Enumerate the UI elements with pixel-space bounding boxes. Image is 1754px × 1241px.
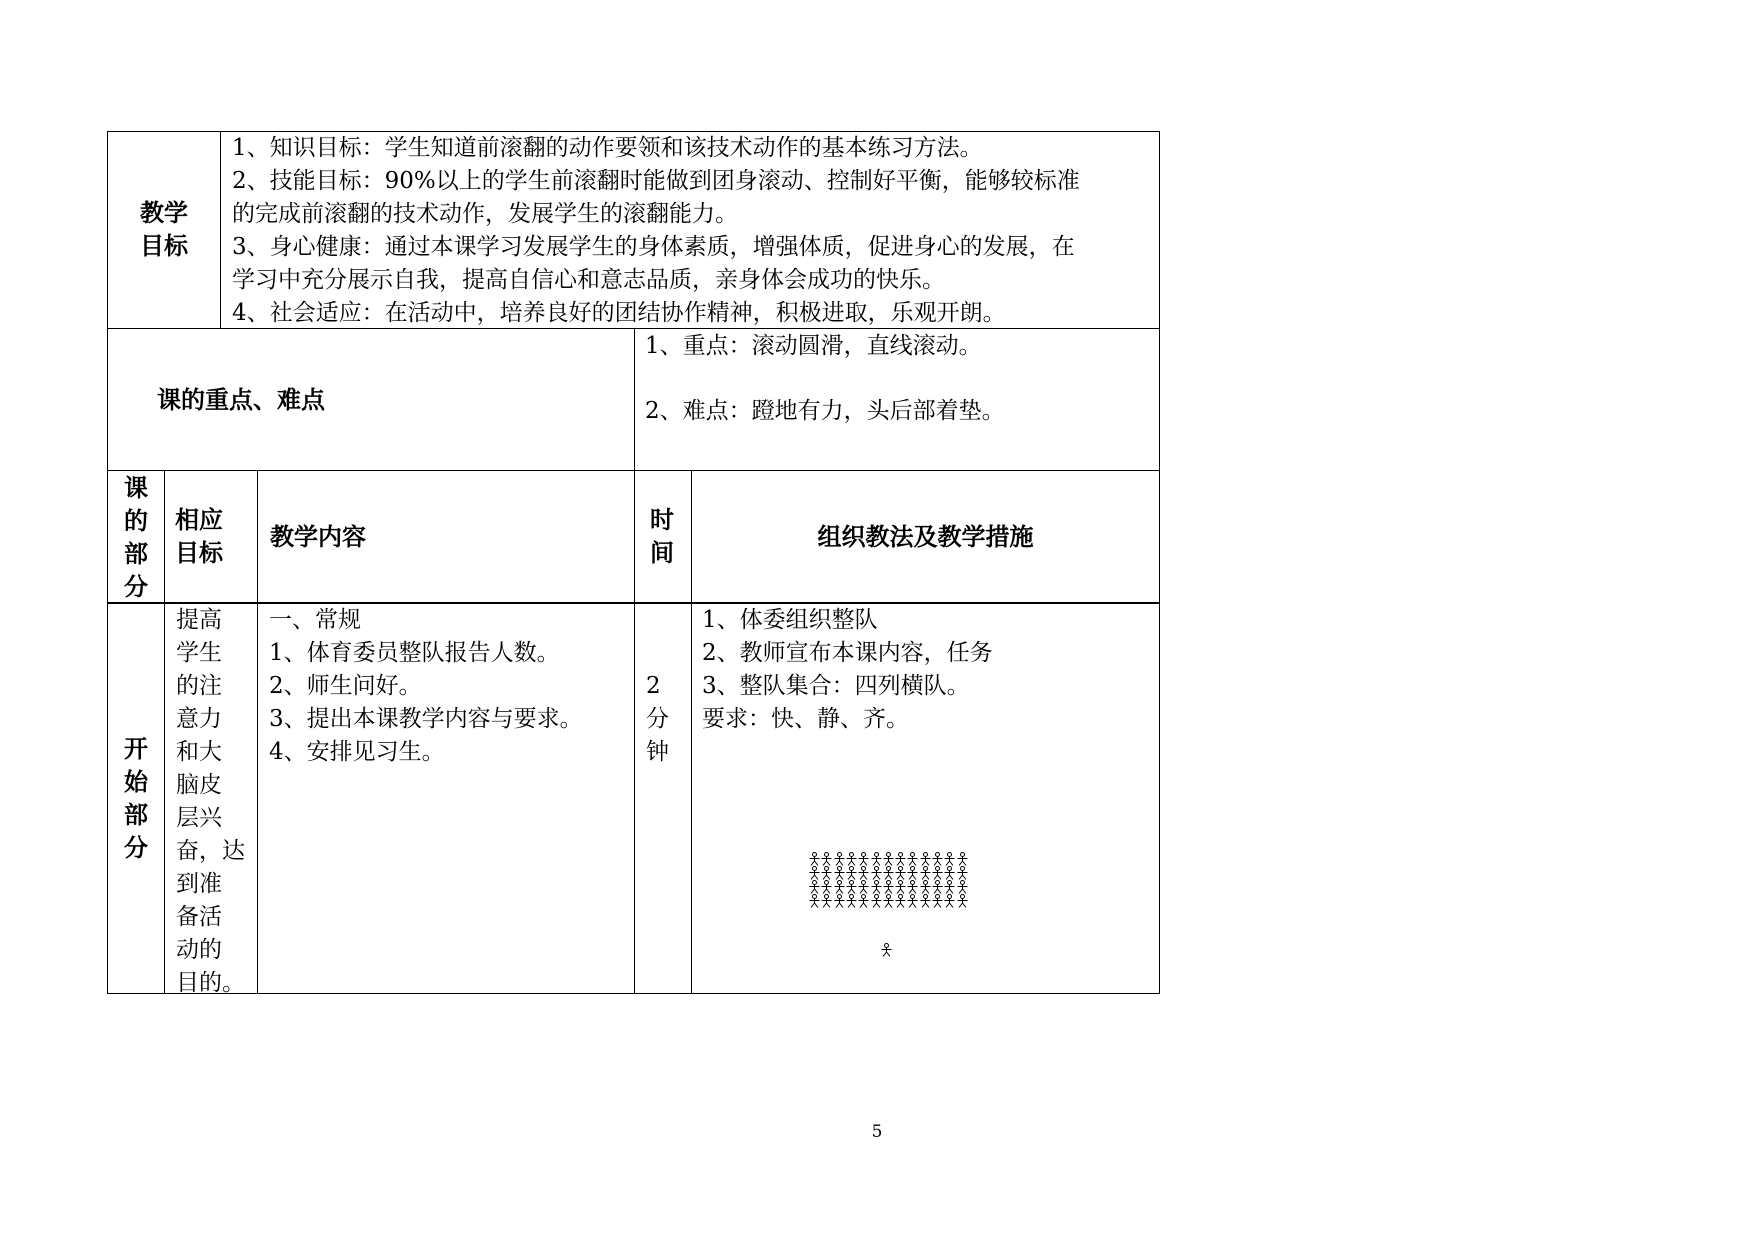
opening-method (702, 604, 993, 736)
student-figure-icon (906, 852, 919, 866)
student-figure-icon (931, 852, 944, 866)
opening-target (176, 604, 245, 1000)
objective-line: 1、知识目标：学生知道前滚翻的动作要领和该技术动作的基本练习方法。 (232, 135, 983, 161)
student-figure-icon (894, 880, 907, 894)
objective-line: 3、身心健康：通过本课学习发展学生的身体素质，增强体质，促进身心的发展，在 (232, 234, 1075, 260)
student-figure-icon (894, 866, 907, 880)
objective-line: 的完成前滚翻的技术动作，发展学生的滚翻能力。 (232, 201, 738, 227)
opening-target-line: 学生 (176, 640, 222, 666)
header-time-char: 间 (650, 539, 674, 567)
opening-part-char: 开 (124, 735, 148, 763)
student-figure-icon (956, 894, 969, 908)
opening-target-line: 奋，达 (176, 838, 245, 864)
student-figure-icon (931, 894, 944, 908)
student-figure-icon (808, 866, 821, 880)
teacher-figure-icon (880, 943, 893, 957)
student-figure-icon (857, 880, 870, 894)
student-figure-icon (857, 894, 870, 908)
student-figure-icon (956, 866, 969, 880)
objectives-label-line: 目标 (140, 232, 188, 260)
opening-time-line: 分 (646, 706, 669, 732)
student-figure-icon (882, 894, 895, 908)
col-divider-objectives (220, 131, 221, 328)
student-figure-icon (943, 866, 956, 880)
student-figure-icon (943, 880, 956, 894)
opening-target-line: 目的。 (176, 970, 245, 996)
header-part-char: 分 (124, 573, 148, 601)
header-target-line: 目标 (175, 539, 223, 567)
opening-target-line: 层兴 (176, 805, 222, 831)
opening-part (108, 733, 164, 865)
opening-target-line: 意力 (176, 706, 222, 732)
student-figure-icon (820, 894, 833, 908)
header-part-char: 课 (124, 474, 148, 502)
student-figure-icon (845, 852, 858, 866)
page-number: 5 (871, 1122, 883, 1142)
opening-method-line: 1、体委组织整队 (702, 607, 878, 633)
student-figure-icon (906, 866, 919, 880)
student-figure-icon (882, 852, 895, 866)
student-figure-icon (870, 894, 883, 908)
student-figure-icon (943, 852, 956, 866)
key-point-difficulty: 2、难点：蹬地有力，头后部着垫。 (645, 398, 1005, 424)
student-figure-icon (820, 866, 833, 880)
opening-target-line: 备活 (176, 904, 222, 930)
student-figure-icon (808, 894, 821, 908)
header-method: 组织教法及教学措施 (817, 523, 1034, 551)
student-figure-icon (845, 894, 858, 908)
col-divider-content (634, 470, 635, 994)
student-figure-icon (906, 880, 919, 894)
opening-content-line: 一、常规 (269, 607, 361, 633)
header-part-char: 部 (124, 540, 148, 568)
opening-method-line: 3、整队集合：四列横队。 (702, 673, 970, 699)
header-part (108, 472, 164, 604)
opening-method-line: 要求：快、静、齐。 (702, 706, 909, 732)
student-figure-icon (833, 894, 846, 908)
opening-content-line: 3、提出本课教学内容与要求。 (269, 706, 583, 732)
header-part-char: 的 (124, 507, 148, 535)
student-figure-icon (845, 880, 858, 894)
objectives-text (232, 132, 1080, 330)
opening-target-line: 和大 (176, 739, 222, 765)
opening-time (646, 670, 669, 769)
col-divider-target (257, 470, 258, 994)
student-figure-icon (919, 880, 932, 894)
student-figure-icon (894, 852, 907, 866)
student-figure-icon (820, 880, 833, 894)
student-figure-icon (820, 852, 833, 866)
objectives-label-line: 教学 (140, 199, 188, 227)
key-points-label: 课的重点、难点 (157, 386, 325, 414)
opening-time-line: 钟 (646, 739, 669, 765)
objectives-label (108, 197, 220, 263)
student-figure-icon (808, 852, 821, 866)
student-figure-icon (833, 852, 846, 866)
student-figure-icon (919, 894, 932, 908)
opening-content-line: 2、师生问好。 (269, 673, 422, 699)
opening-content-line: 1、体育委员整队报告人数。 (269, 640, 560, 666)
student-figure-icon (870, 866, 883, 880)
opening-content (269, 604, 583, 769)
objective-line: 4、社会适应：在活动中，培养良好的团结协作精神，积极进取，乐观开朗。 (232, 300, 1006, 326)
key-point-focus: 1、重点：滚动圆滑，直线滚动。 (645, 333, 982, 359)
header-time-char: 时 (650, 506, 674, 534)
col-divider-keypoints (634, 328, 635, 470)
student-figure-icon (808, 880, 821, 894)
opening-target-line: 的注 (176, 673, 222, 699)
opening-target-line: 到准 (176, 871, 222, 897)
student-figure-icon (931, 880, 944, 894)
student-figure-icon (833, 866, 846, 880)
opening-content-line: 4、安排见习生。 (269, 739, 445, 765)
student-figure-icon (845, 866, 858, 880)
header-content: 教学内容 (270, 523, 366, 551)
opening-part-char: 分 (124, 834, 148, 862)
objective-line: 学习中充分展示自我，提高自信心和意志品质，亲身体会成功的快乐。 (232, 267, 945, 293)
col-divider-part (164, 470, 165, 994)
header-time (650, 504, 674, 570)
opening-time-line: 2 (646, 673, 661, 699)
student-figure-icon (906, 894, 919, 908)
opening-method-line: 2、教师宣布本课内容，任务 (702, 640, 993, 666)
student-figure-icon (943, 894, 956, 908)
opening-target-line: 脑皮 (176, 772, 222, 798)
student-figure-icon (870, 852, 883, 866)
student-figure-icon (919, 866, 932, 880)
header-target (175, 504, 223, 570)
opening-target-line: 提高 (176, 607, 222, 633)
student-figure-icon (833, 880, 846, 894)
student-figure-icon (870, 880, 883, 894)
student-figure-icon (931, 866, 944, 880)
objective-line: 2、技能目标：90%以上的学生前滚翻时能做到团身滚动、控制好平衡，能够较标准 (232, 168, 1080, 194)
header-target-line: 相应 (175, 506, 223, 534)
opening-target-line: 动的 (176, 937, 222, 963)
student-figure-icon (894, 894, 907, 908)
student-figure-icon (882, 880, 895, 894)
student-figure-icon (857, 866, 870, 880)
student-figure-icon (919, 852, 932, 866)
opening-part-char: 部 (124, 801, 148, 829)
student-figure-icon (857, 852, 870, 866)
student-figure-icon (956, 852, 969, 866)
student-figure-icon (956, 880, 969, 894)
student-figure-icon (882, 866, 895, 880)
opening-part-char: 始 (124, 768, 148, 796)
